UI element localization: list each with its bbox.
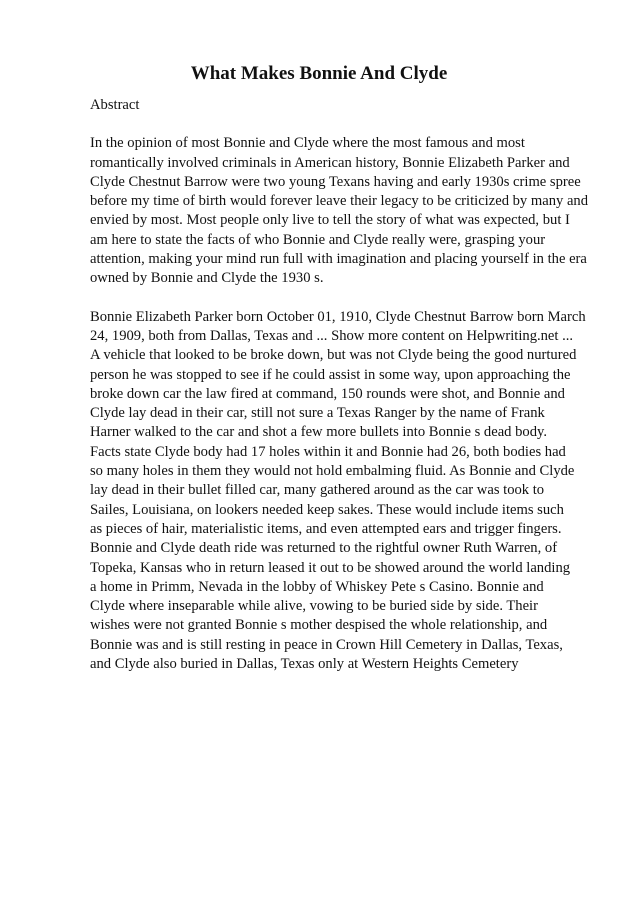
paragraph-1	[90, 134, 600, 288]
paragraph-line: attention, making your mind run full with imagination and placing yourself in the era	[90, 251, 587, 268]
paragraph-line: Clyde where inseparable while alive, vowing to be buried side by side. Their	[90, 598, 538, 615]
paragraph-spacer	[90, 289, 600, 308]
paragraph-spacer	[90, 115, 600, 134]
paragraph-line: and Clyde also buried in Dallas, Texas only at Western Heights Cemetery	[90, 656, 519, 673]
paragraph-line: Bonnie was and is still resting in peace in Crown Hill Cemetery in Dallas, Texas,	[90, 636, 563, 653]
paragraph-line: owned by Bonnie and Clyde the 1930 s.	[90, 270, 324, 287]
paragraph-line: wishes were not granted Bonnie s mother despised the whole relationship, and	[90, 617, 548, 634]
abstract-heading: Abstract	[90, 97, 140, 113]
paragraph-line: envied by most. Most people only live to tell the story of what was expected, but I	[90, 212, 570, 229]
paragraph-line: a home in Primm, Nevada in the lobby of Whiskey Pete s Casino. Bonnie and	[90, 578, 544, 595]
paragraph-line: romantically involved criminals in American history, Bonnie Elizabeth Parker and	[90, 154, 570, 171]
paragraph-line: Sailes, Louisiana, on lookers needed keep sakes. These would include items such	[90, 501, 564, 518]
paragraph-line: as pieces of hair, materialistic items, and even attempted ears and trigger fingers.	[90, 520, 562, 537]
paragraph-line: lay dead in their bullet filled car, many gathered around as the car was took to	[90, 482, 545, 499]
paragraph-line: Harner walked to the car and shot a few more bullets into Bonnie s dead body.	[90, 424, 548, 441]
paragraph-line: so many holes in them they would not hold embalming fluid. As Bonnie and Clyde	[90, 463, 575, 480]
document-title: What Makes Bonnie And Clyde	[190, 63, 448, 84]
paragraph-line: A vehicle that looked to be broke down, but was not Clyde being the good nurtured	[90, 347, 577, 364]
paragraph-line: Bonnie and Clyde death ride was returned to the rightful owner Ruth Warren, of	[90, 540, 558, 557]
paragraph-line: Topeka, Kansas who in return leased it out to be showed around the world landing	[90, 559, 571, 576]
paragraph-line: person he was stopped to see if he could assist in some way, upon approaching the	[90, 366, 571, 383]
paragraph-line: broke down car the law fired at command, 150 rounds were shot, and Bonnie and	[90, 385, 565, 402]
paragraph-line: 24, 1909, both from Dallas, Texas and ... Show more content on Helpwriting.net ...	[90, 327, 574, 344]
paragraph-line: Bonnie Elizabeth Parker born October 01, 1910, Clyde Chestnut Barrow born March	[90, 308, 586, 325]
paragraph-2	[90, 308, 600, 675]
paragraph-line: Clyde lay dead in their car, still not sure a Texas Ranger by the name of Frank	[90, 405, 545, 422]
paragraph-line: In the opinion of most Bonnie and Clyde where the most famous and most	[90, 135, 525, 152]
paragraph-line: Facts state Clyde body had 17 holes within it and Bonnie had 26, both bodies had	[90, 443, 566, 460]
paragraph-line: am here to state the facts of who Bonnie and Clyde really were, grasping your	[90, 231, 546, 248]
document-body	[90, 96, 600, 674]
paragraph-line: Clyde Chestnut Barrow were two young Texans having and early 1930s crime spree	[90, 173, 581, 190]
paragraph-line: before my time of birth would forever leave their legacy to be criticized by many and	[90, 193, 589, 210]
